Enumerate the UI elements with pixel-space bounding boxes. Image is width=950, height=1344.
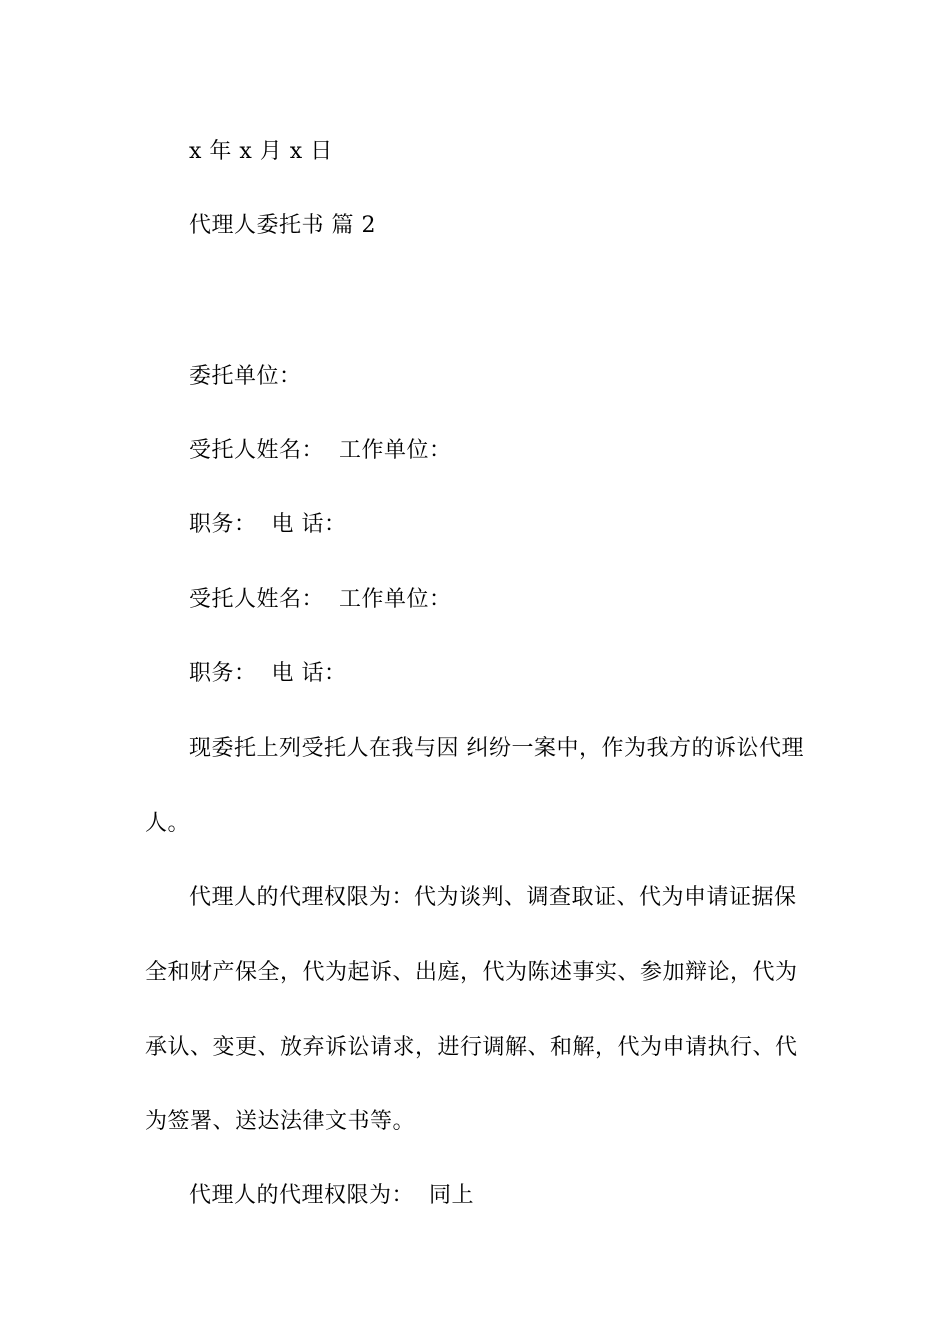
entrust-paragraph-line-2: 人。 [145, 811, 191, 836]
authority-paragraph-line-4: 为签署、送达法律文书等。 [145, 1109, 416, 1134]
entrust-paragraph-line-1: 现委托上列受托人在我与因 纠纷一案中，作为我方的诉讼代理 [189, 736, 804, 761]
document-heading: 代理人委托书 篇 2 [189, 213, 376, 238]
authority-paragraph-line-1: 代理人的代理权限为：代为谈判、调查取证、代为申请证据保 [189, 885, 797, 910]
agent1-title-line: 职务： 电 话： [189, 512, 347, 537]
agent2-title-line: 职务： 电 话： [189, 661, 347, 686]
date-line: x 年 x 月 x 日 [189, 139, 333, 164]
authority-paragraph-line-3: 承认、变更、放弃诉讼请求，进行调解、和解，代为申请执行、代 [145, 1035, 798, 1060]
authority2-line: 代理人的代理权限为： 同上 [189, 1183, 474, 1208]
principal-label: 委托单位： [189, 364, 302, 389]
authority-paragraph-line-2: 全和财产保全，代为起诉、出庭，代为陈述事实、参加辩论，代为 [145, 960, 798, 985]
agent2-name-line: 受托人姓名： 工作单位： [189, 587, 452, 612]
agent1-name-line: 受托人姓名： 工作单位： [189, 438, 452, 463]
